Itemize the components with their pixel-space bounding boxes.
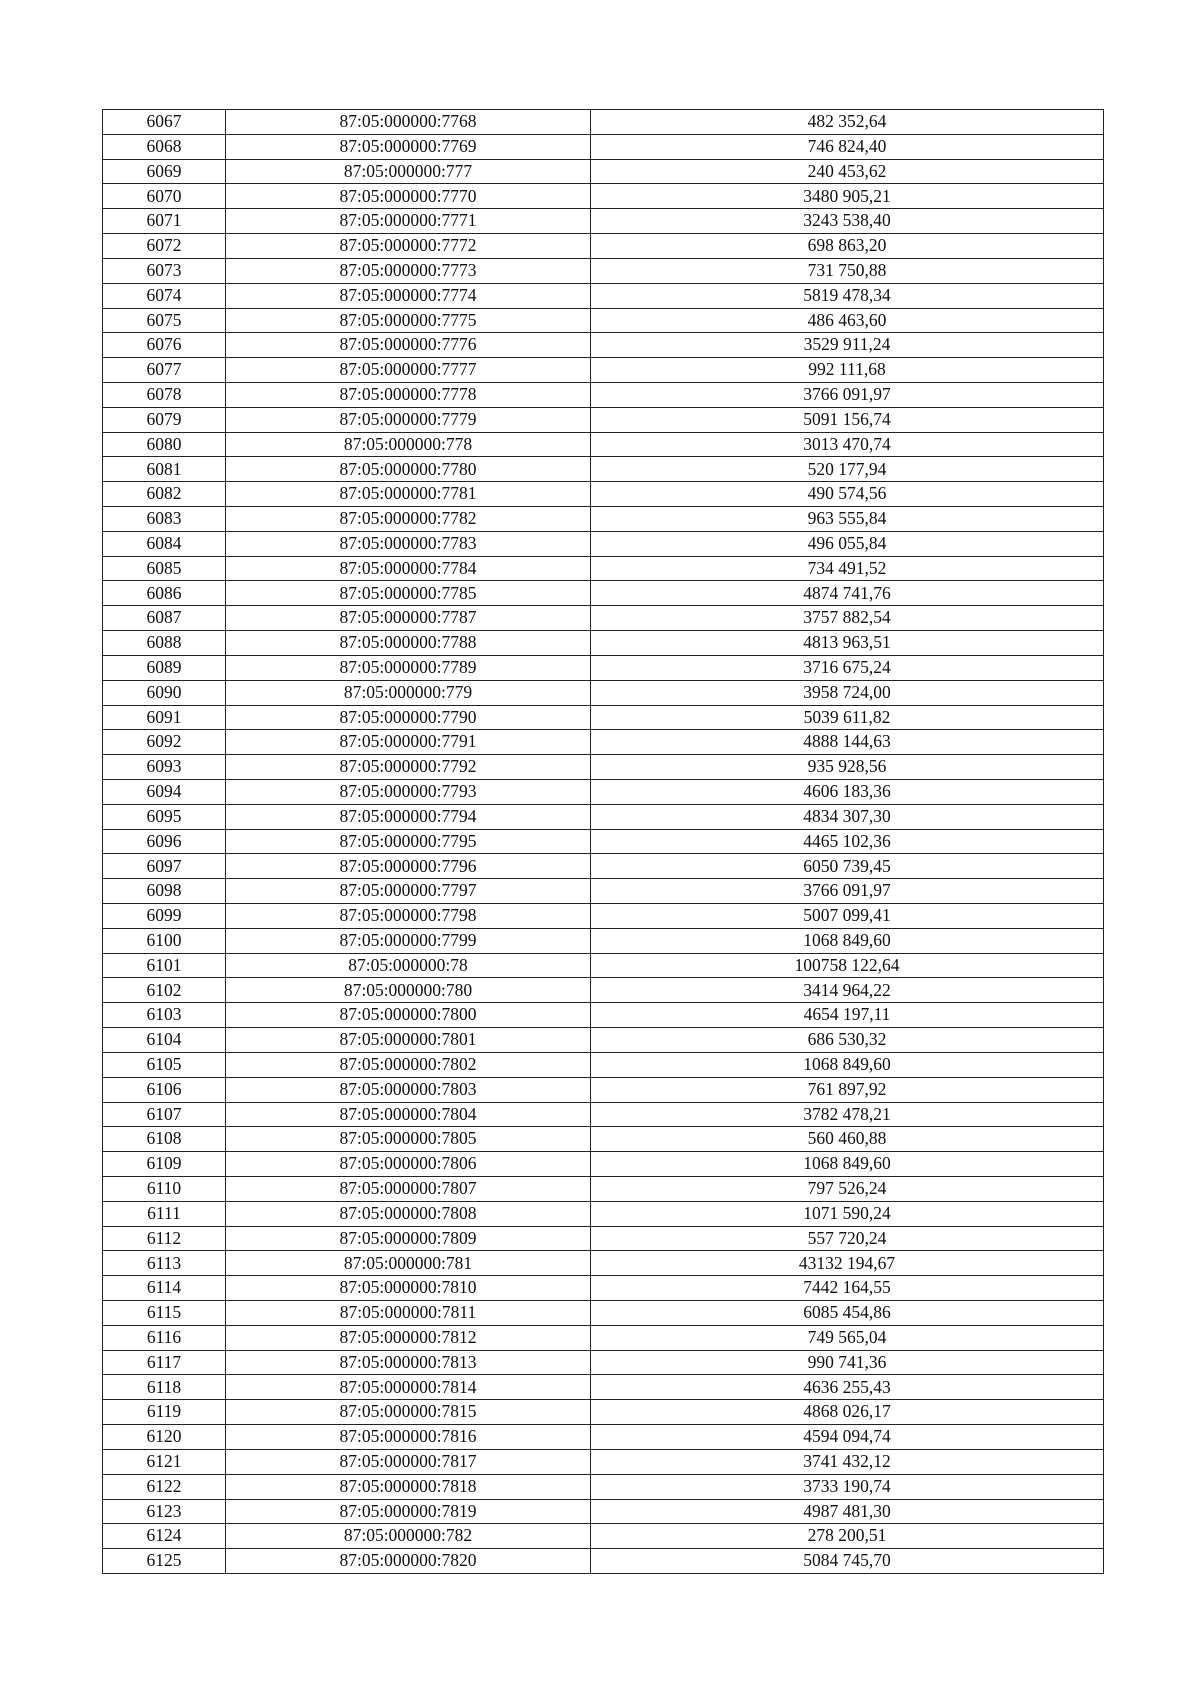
row-number-cell: 6113 bbox=[103, 1251, 226, 1276]
table-row bbox=[103, 382, 1104, 407]
cadastral-number-cell: 87:05:000000:78 bbox=[226, 953, 591, 978]
row-number-cell: 6093 bbox=[103, 755, 226, 780]
cadastral-number-cell: 87:05:000000:7814 bbox=[226, 1375, 591, 1400]
row-number-cell: 6121 bbox=[103, 1449, 226, 1474]
row-number-cell: 6086 bbox=[103, 581, 226, 606]
row-number-cell: 6101 bbox=[103, 953, 226, 978]
value-cell: 4874 741,76 bbox=[591, 581, 1104, 606]
value-cell: 990 741,36 bbox=[591, 1350, 1104, 1375]
value-cell: 5084 745,70 bbox=[591, 1549, 1104, 1574]
row-number-cell: 6099 bbox=[103, 904, 226, 929]
cadastral-number-cell: 87:05:000000:7813 bbox=[226, 1350, 591, 1375]
table-row bbox=[103, 730, 1104, 755]
table-row bbox=[103, 879, 1104, 904]
row-number-cell: 6077 bbox=[103, 358, 226, 383]
cadastral-number-cell: 87:05:000000:7809 bbox=[226, 1226, 591, 1251]
value-cell: 3958 724,00 bbox=[591, 680, 1104, 705]
value-cell: 3716 675,24 bbox=[591, 655, 1104, 680]
table-row bbox=[103, 1325, 1104, 1350]
cadastral-number-cell: 87:05:000000:7817 bbox=[226, 1449, 591, 1474]
table-row bbox=[103, 110, 1104, 135]
row-number-cell: 6081 bbox=[103, 457, 226, 482]
table-row bbox=[103, 432, 1104, 457]
value-cell: 6050 739,45 bbox=[591, 854, 1104, 879]
row-number-cell: 6085 bbox=[103, 556, 226, 581]
row-number-cell: 6088 bbox=[103, 631, 226, 656]
table-row bbox=[103, 779, 1104, 804]
table-row bbox=[103, 1499, 1104, 1524]
row-number-cell: 6080 bbox=[103, 432, 226, 457]
cadastral-number-cell: 87:05:000000:7775 bbox=[226, 308, 591, 333]
value-cell: 5007 099,41 bbox=[591, 904, 1104, 929]
value-cell: 5091 156,74 bbox=[591, 407, 1104, 432]
value-cell: 3733 190,74 bbox=[591, 1474, 1104, 1499]
value-cell: 43132 194,67 bbox=[591, 1251, 1104, 1276]
row-number-cell: 6087 bbox=[103, 606, 226, 631]
row-number-cell: 6091 bbox=[103, 705, 226, 730]
table-row bbox=[103, 1176, 1104, 1201]
cadastral-number-cell: 87:05:000000:7779 bbox=[226, 407, 591, 432]
row-number-cell: 6109 bbox=[103, 1152, 226, 1177]
value-cell: 3013 470,74 bbox=[591, 432, 1104, 457]
row-number-cell: 6084 bbox=[103, 531, 226, 556]
cadastral-number-cell: 87:05:000000:7784 bbox=[226, 556, 591, 581]
cadastral-number-cell: 87:05:000000:7782 bbox=[226, 507, 591, 532]
row-number-cell: 6083 bbox=[103, 507, 226, 532]
cadastral-number-cell: 87:05:000000:779 bbox=[226, 680, 591, 705]
table-row bbox=[103, 606, 1104, 631]
value-cell: 1068 849,60 bbox=[591, 1152, 1104, 1177]
row-number-cell: 6120 bbox=[103, 1425, 226, 1450]
value-cell: 3766 091,97 bbox=[591, 382, 1104, 407]
row-number-cell: 6119 bbox=[103, 1400, 226, 1425]
cadastral-number-cell: 87:05:000000:7780 bbox=[226, 457, 591, 482]
cadastral-number-cell: 87:05:000000:7783 bbox=[226, 531, 591, 556]
cadastral-number-cell: 87:05:000000:7815 bbox=[226, 1400, 591, 1425]
value-cell: 1068 849,60 bbox=[591, 928, 1104, 953]
row-number-cell: 6108 bbox=[103, 1127, 226, 1152]
table-row bbox=[103, 655, 1104, 680]
value-cell: 5819 478,34 bbox=[591, 283, 1104, 308]
cadastral-number-cell: 87:05:000000:7769 bbox=[226, 134, 591, 159]
row-number-cell: 6122 bbox=[103, 1474, 226, 1499]
table-row bbox=[103, 283, 1104, 308]
value-cell: 486 463,60 bbox=[591, 308, 1104, 333]
value-cell: 4606 183,36 bbox=[591, 779, 1104, 804]
cadastral-number-cell: 87:05:000000:7816 bbox=[226, 1425, 591, 1450]
cadastral-number-cell: 87:05:000000:7794 bbox=[226, 804, 591, 829]
cadastral-number-cell: 87:05:000000:7787 bbox=[226, 606, 591, 631]
cadastral-number-cell: 87:05:000000:781 bbox=[226, 1251, 591, 1276]
table-row bbox=[103, 234, 1104, 259]
value-cell: 100758 122,64 bbox=[591, 953, 1104, 978]
cadastral-number-cell: 87:05:000000:778 bbox=[226, 432, 591, 457]
table-row bbox=[103, 978, 1104, 1003]
table-row bbox=[103, 556, 1104, 581]
table-row bbox=[103, 1052, 1104, 1077]
value-cell: 3757 882,54 bbox=[591, 606, 1104, 631]
cadastral-number-cell: 87:05:000000:7797 bbox=[226, 879, 591, 904]
table-row bbox=[103, 209, 1104, 234]
cadastral-number-cell: 87:05:000000:7802 bbox=[226, 1052, 591, 1077]
table-row bbox=[103, 1028, 1104, 1053]
table-row bbox=[103, 705, 1104, 730]
value-cell: 1068 849,60 bbox=[591, 1052, 1104, 1077]
row-number-cell: 6115 bbox=[103, 1301, 226, 1326]
table-row bbox=[103, 1276, 1104, 1301]
table-row bbox=[103, 1301, 1104, 1326]
value-cell: 4654 197,11 bbox=[591, 1003, 1104, 1028]
value-cell: 496 055,84 bbox=[591, 531, 1104, 556]
cadastral-number-cell: 87:05:000000:7795 bbox=[226, 829, 591, 854]
cadastral-number-cell: 87:05:000000:7811 bbox=[226, 1301, 591, 1326]
table-row bbox=[103, 1251, 1104, 1276]
row-number-cell: 6106 bbox=[103, 1077, 226, 1102]
table-row bbox=[103, 1474, 1104, 1499]
value-cell: 3243 538,40 bbox=[591, 209, 1104, 234]
value-cell: 3782 478,21 bbox=[591, 1102, 1104, 1127]
value-cell: 1071 590,24 bbox=[591, 1201, 1104, 1226]
value-cell: 3480 905,21 bbox=[591, 184, 1104, 209]
row-number-cell: 6112 bbox=[103, 1226, 226, 1251]
cadastral-number-cell: 87:05:000000:7773 bbox=[226, 258, 591, 283]
value-cell: 4813 963,51 bbox=[591, 631, 1104, 656]
value-cell: 7442 164,55 bbox=[591, 1276, 1104, 1301]
cadastral-number-cell: 87:05:000000:7788 bbox=[226, 631, 591, 656]
table-row bbox=[103, 904, 1104, 929]
row-number-cell: 6079 bbox=[103, 407, 226, 432]
table-row bbox=[103, 1077, 1104, 1102]
table-row bbox=[103, 953, 1104, 978]
cadastral-number-cell: 87:05:000000:7805 bbox=[226, 1127, 591, 1152]
cadastral-number-cell: 87:05:000000:7807 bbox=[226, 1176, 591, 1201]
cadastral-number-cell: 87:05:000000:7801 bbox=[226, 1028, 591, 1053]
row-number-cell: 6097 bbox=[103, 854, 226, 879]
cadastral-number-cell: 87:05:000000:780 bbox=[226, 978, 591, 1003]
cadastral-number-cell: 87:05:000000:7819 bbox=[226, 1499, 591, 1524]
table-row bbox=[103, 1425, 1104, 1450]
row-number-cell: 6072 bbox=[103, 234, 226, 259]
cadastral-number-cell: 87:05:000000:7768 bbox=[226, 110, 591, 135]
cadastral-number-cell: 87:05:000000:7804 bbox=[226, 1102, 591, 1127]
table-row bbox=[103, 1127, 1104, 1152]
table-row bbox=[103, 581, 1104, 606]
value-cell: 240 453,62 bbox=[591, 159, 1104, 184]
table-row bbox=[103, 1524, 1104, 1549]
cadastral-number-cell: 87:05:000000:7806 bbox=[226, 1152, 591, 1177]
table-row bbox=[103, 407, 1104, 432]
value-cell: 761 897,92 bbox=[591, 1077, 1104, 1102]
table-row bbox=[103, 507, 1104, 532]
value-cell: 4834 307,30 bbox=[591, 804, 1104, 829]
cadastral-number-cell: 87:05:000000:7820 bbox=[226, 1549, 591, 1574]
cadastral-number-cell: 87:05:000000:7791 bbox=[226, 730, 591, 755]
cadastral-number-cell: 87:05:000000:7793 bbox=[226, 779, 591, 804]
row-number-cell: 6102 bbox=[103, 978, 226, 1003]
table-row bbox=[103, 308, 1104, 333]
table-row bbox=[103, 928, 1104, 953]
value-cell: 935 928,56 bbox=[591, 755, 1104, 780]
cadastral-number-cell: 87:05:000000:7818 bbox=[226, 1474, 591, 1499]
table-row bbox=[103, 1449, 1104, 1474]
row-number-cell: 6100 bbox=[103, 928, 226, 953]
cadastral-number-cell: 87:05:000000:782 bbox=[226, 1524, 591, 1549]
value-cell: 4636 255,43 bbox=[591, 1375, 1104, 1400]
row-number-cell: 6096 bbox=[103, 829, 226, 854]
table-row bbox=[103, 1226, 1104, 1251]
table-body bbox=[103, 110, 1104, 1574]
table-row bbox=[103, 1003, 1104, 1028]
value-cell: 797 526,24 bbox=[591, 1176, 1104, 1201]
row-number-cell: 6070 bbox=[103, 184, 226, 209]
cadastral-number-cell: 87:05:000000:7800 bbox=[226, 1003, 591, 1028]
row-number-cell: 6111 bbox=[103, 1201, 226, 1226]
table-row bbox=[103, 358, 1104, 383]
row-number-cell: 6069 bbox=[103, 159, 226, 184]
cadastral-number-cell: 87:05:000000:7810 bbox=[226, 1276, 591, 1301]
table-row bbox=[103, 184, 1104, 209]
value-cell: 963 555,84 bbox=[591, 507, 1104, 532]
row-number-cell: 6098 bbox=[103, 879, 226, 904]
table-row bbox=[103, 258, 1104, 283]
row-number-cell: 6075 bbox=[103, 308, 226, 333]
row-number-cell: 6114 bbox=[103, 1276, 226, 1301]
row-number-cell: 6094 bbox=[103, 779, 226, 804]
value-cell: 560 460,88 bbox=[591, 1127, 1104, 1152]
table-row bbox=[103, 755, 1104, 780]
row-number-cell: 6117 bbox=[103, 1350, 226, 1375]
row-number-cell: 6073 bbox=[103, 258, 226, 283]
row-number-cell: 6071 bbox=[103, 209, 226, 234]
row-number-cell: 6067 bbox=[103, 110, 226, 135]
table-row bbox=[103, 482, 1104, 507]
row-number-cell: 6123 bbox=[103, 1499, 226, 1524]
cadastral-number-cell: 87:05:000000:7785 bbox=[226, 581, 591, 606]
value-cell: 992 111,68 bbox=[591, 358, 1104, 383]
row-number-cell: 6104 bbox=[103, 1028, 226, 1053]
table-row bbox=[103, 829, 1104, 854]
value-cell: 731 750,88 bbox=[591, 258, 1104, 283]
cadastral-number-cell: 87:05:000000:7777 bbox=[226, 358, 591, 383]
table-row bbox=[103, 1375, 1104, 1400]
row-number-cell: 6074 bbox=[103, 283, 226, 308]
cadastral-number-cell: 87:05:000000:7790 bbox=[226, 705, 591, 730]
value-cell: 3741 432,12 bbox=[591, 1449, 1104, 1474]
value-cell: 490 574,56 bbox=[591, 482, 1104, 507]
row-number-cell: 6095 bbox=[103, 804, 226, 829]
row-number-cell: 6090 bbox=[103, 680, 226, 705]
cadastral-number-cell: 87:05:000000:7812 bbox=[226, 1325, 591, 1350]
value-cell: 3766 091,97 bbox=[591, 879, 1104, 904]
cadastral-number-cell: 87:05:000000:7796 bbox=[226, 854, 591, 879]
value-cell: 746 824,40 bbox=[591, 134, 1104, 159]
table-row bbox=[103, 457, 1104, 482]
cadastral-number-cell: 87:05:000000:7771 bbox=[226, 209, 591, 234]
row-number-cell: 6125 bbox=[103, 1549, 226, 1574]
table-row bbox=[103, 159, 1104, 184]
cadastral-value-table bbox=[102, 109, 1104, 1574]
table-row bbox=[103, 1152, 1104, 1177]
value-cell: 5039 611,82 bbox=[591, 705, 1104, 730]
row-number-cell: 6124 bbox=[103, 1524, 226, 1549]
table-row bbox=[103, 1102, 1104, 1127]
table-row bbox=[103, 1400, 1104, 1425]
value-cell: 557 720,24 bbox=[591, 1226, 1104, 1251]
cadastral-number-cell: 87:05:000000:7776 bbox=[226, 333, 591, 358]
value-cell: 6085 454,86 bbox=[591, 1301, 1104, 1326]
row-number-cell: 6116 bbox=[103, 1325, 226, 1350]
row-number-cell: 6103 bbox=[103, 1003, 226, 1028]
cadastral-number-cell: 87:05:000000:7792 bbox=[226, 755, 591, 780]
cadastral-number-cell: 87:05:000000:7770 bbox=[226, 184, 591, 209]
cadastral-number-cell: 87:05:000000:7798 bbox=[226, 904, 591, 929]
cadastral-number-cell: 87:05:000000:7778 bbox=[226, 382, 591, 407]
value-cell: 686 530,32 bbox=[591, 1028, 1104, 1053]
value-cell: 749 565,04 bbox=[591, 1325, 1104, 1350]
row-number-cell: 6118 bbox=[103, 1375, 226, 1400]
row-number-cell: 6089 bbox=[103, 655, 226, 680]
table-row bbox=[103, 804, 1104, 829]
table-row bbox=[103, 1201, 1104, 1226]
row-number-cell: 6105 bbox=[103, 1052, 226, 1077]
value-cell: 278 200,51 bbox=[591, 1524, 1104, 1549]
table-row bbox=[103, 1350, 1104, 1375]
cadastral-number-cell: 87:05:000000:7808 bbox=[226, 1201, 591, 1226]
table-row bbox=[103, 680, 1104, 705]
row-number-cell: 6107 bbox=[103, 1102, 226, 1127]
value-cell: 698 863,20 bbox=[591, 234, 1104, 259]
value-cell: 734 491,52 bbox=[591, 556, 1104, 581]
cadastral-number-cell: 87:05:000000:7799 bbox=[226, 928, 591, 953]
cadastral-number-cell: 87:05:000000:7803 bbox=[226, 1077, 591, 1102]
table-row bbox=[103, 854, 1104, 879]
value-cell: 520 177,94 bbox=[591, 457, 1104, 482]
value-cell: 4594 094,74 bbox=[591, 1425, 1104, 1450]
value-cell: 3529 911,24 bbox=[591, 333, 1104, 358]
value-cell: 4987 481,30 bbox=[591, 1499, 1104, 1524]
value-cell: 4465 102,36 bbox=[591, 829, 1104, 854]
table-row bbox=[103, 631, 1104, 656]
row-number-cell: 6110 bbox=[103, 1176, 226, 1201]
cadastral-number-cell: 87:05:000000:7781 bbox=[226, 482, 591, 507]
table-row bbox=[103, 531, 1104, 556]
table-row bbox=[103, 1549, 1104, 1574]
value-cell: 4868 026,17 bbox=[591, 1400, 1104, 1425]
row-number-cell: 6092 bbox=[103, 730, 226, 755]
table-row bbox=[103, 333, 1104, 358]
value-cell: 4888 144,63 bbox=[591, 730, 1104, 755]
row-number-cell: 6076 bbox=[103, 333, 226, 358]
row-number-cell: 6078 bbox=[103, 382, 226, 407]
value-cell: 482 352,64 bbox=[591, 110, 1104, 135]
row-number-cell: 6068 bbox=[103, 134, 226, 159]
cadastral-number-cell: 87:05:000000:7774 bbox=[226, 283, 591, 308]
value-cell: 3414 964,22 bbox=[591, 978, 1104, 1003]
cadastral-number-cell: 87:05:000000:7789 bbox=[226, 655, 591, 680]
cadastral-number-cell: 87:05:000000:777 bbox=[226, 159, 591, 184]
cadastral-number-cell: 87:05:000000:7772 bbox=[226, 234, 591, 259]
table-row bbox=[103, 134, 1104, 159]
row-number-cell: 6082 bbox=[103, 482, 226, 507]
